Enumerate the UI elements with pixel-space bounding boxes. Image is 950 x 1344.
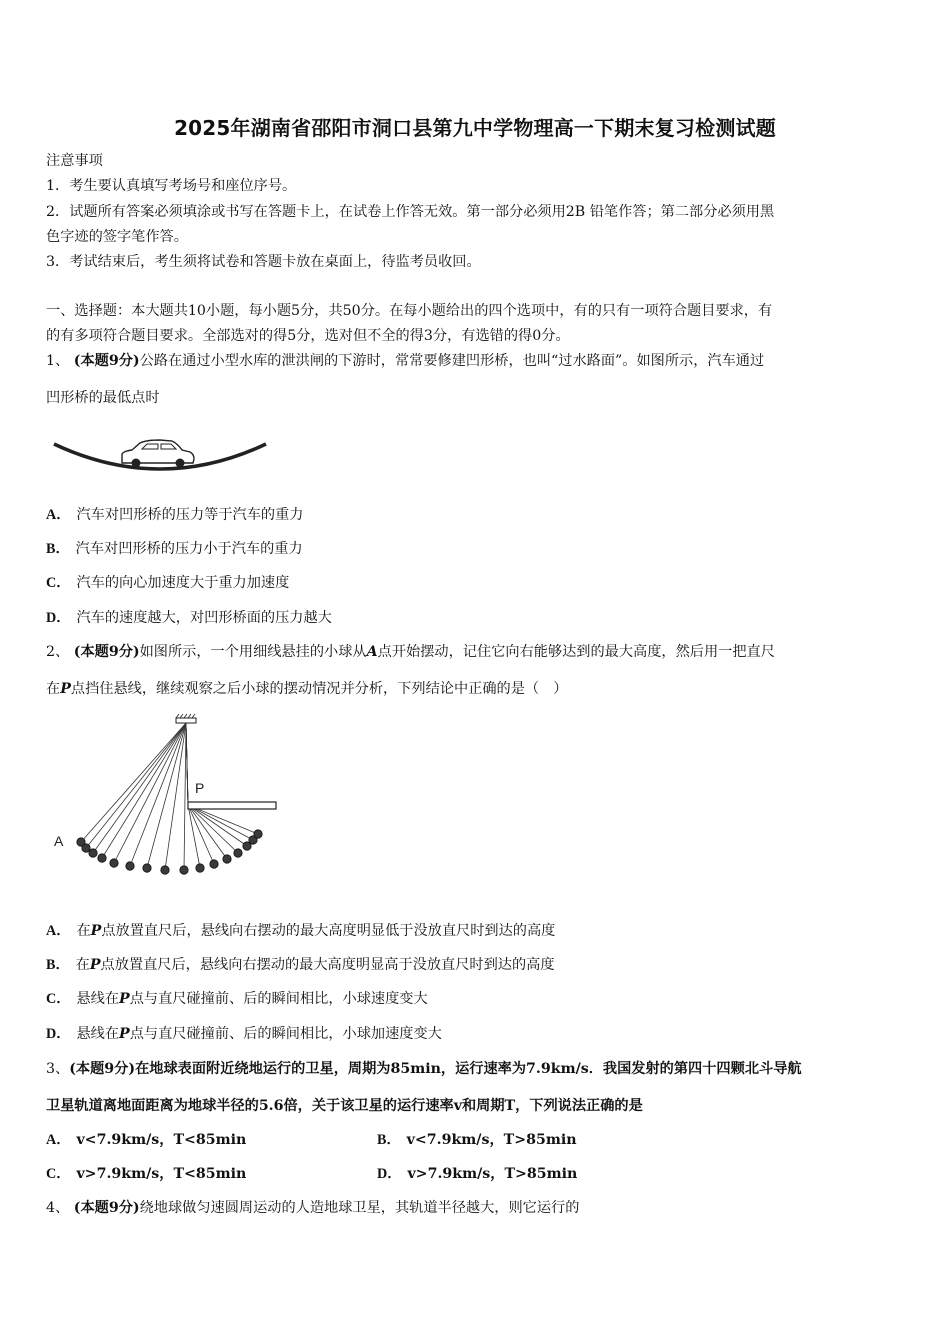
q3-line2: 卫星轨道离地面距离为地球半径的5.6倍，关于该卫星的运行速率v和周期T，下列说法正确的是 bbox=[46, 1098, 643, 1114]
q1-number: 1、 bbox=[46, 353, 70, 369]
pendulum-bob bbox=[126, 862, 134, 870]
q2-line1: 2、 (本题9分)如图所示，一个用细线悬挂的小球从A点开始摆动，记住它向右能够达到的最大高度，然后用一把直尺 bbox=[46, 644, 775, 660]
pendulum-bob bbox=[254, 830, 262, 838]
q2-option-d[interactable]: D． 悬线在P点与直尺碰撞前、后的瞬间相比，小球加速度变大 bbox=[46, 1026, 442, 1042]
pendulum-bob bbox=[234, 849, 242, 857]
q4-number: 4、 bbox=[46, 1200, 70, 1216]
section-intro-line1: 一、选择题：本大题共10小题，每小题5分，共50分。在每小题给出的四个选项中，有的只有一项符合题目要求，有 bbox=[46, 303, 773, 319]
ceiling-mount bbox=[176, 718, 196, 723]
q3-option-d[interactable]: D． v>7.9km/s，T>85min bbox=[377, 1166, 578, 1182]
pendulum-bob bbox=[143, 864, 151, 872]
q1-line2: 凹形桥的最低点时 bbox=[46, 390, 160, 406]
pendulum-bob bbox=[180, 866, 188, 874]
q3-score: (本题9分) bbox=[69, 1061, 136, 1077]
q1-option-c[interactable]: C． 汽车的向心加速度大于重力加速度 bbox=[46, 575, 290, 591]
pendulum-string bbox=[186, 723, 227, 859]
section-intro-line2: 的有多项符合题目要求。全部选对的得5分，选对但不全的得3分，有选错的得0分。 bbox=[46, 328, 570, 344]
q2-option-a[interactable]: A． 在P点放置直尺后，悬线向右摆动的最大高度明显低于没放直尺时到达的高度 bbox=[46, 923, 556, 939]
pendulum-string bbox=[114, 723, 186, 863]
q1-option-b[interactable]: B． 汽车对凹形桥的压力小于汽车的重力 bbox=[46, 541, 303, 557]
q2-option-c[interactable]: C． 悬线在P点与直尺碰撞前、后的瞬间相比，小球速度变大 bbox=[46, 991, 428, 1007]
notice-item-1: 1．考生要认真填写考场号和座位序号。 bbox=[46, 178, 297, 194]
q4-score: (本题9分) bbox=[73, 1200, 140, 1216]
pendulum-bob bbox=[89, 849, 97, 857]
q3-option-a[interactable]: A． v<7.9km/s，T<85min bbox=[46, 1132, 247, 1148]
page-title: 2025年湖南省邵阳市洞口县第九中学物理高一下期末复习检测试题 bbox=[174, 116, 776, 140]
pendulum-string bbox=[93, 723, 186, 853]
pendulum-bob bbox=[223, 855, 231, 863]
q3-number: 3、 bbox=[46, 1061, 70, 1077]
car-icon bbox=[122, 440, 194, 468]
q2-option-b[interactable]: B． 在P点放置直尺后，悬线向右摆动的最大高度明显高于没放直尺时到达的高度 bbox=[46, 957, 555, 973]
q1-text1: 公路在通过小型水库的泄洪闸的下游时，常常要修建凹形桥，也叫“过水路面”。如图所示，汽车通过 bbox=[139, 353, 765, 369]
pendulum-string bbox=[102, 723, 186, 858]
pendulum-figure bbox=[48, 712, 288, 897]
pendulum-bob bbox=[161, 866, 169, 874]
q4-line1: 4、 (本题9分)绕地球做匀速圆周运动的人造地球卫星，其轨道半径越大，则它运行的 bbox=[46, 1200, 580, 1216]
q1-score: (本题9分) bbox=[73, 353, 140, 369]
q1-option-a[interactable]: A． 汽车对凹形桥的压力等于汽车的重力 bbox=[46, 507, 304, 523]
pendulum-string bbox=[130, 723, 186, 866]
concave-bridge-figure bbox=[50, 432, 270, 477]
q2-line2: 在P点挡住悬线，继续观察之后小球的摆动情况并分析，下列结论中正确的是（ ） bbox=[46, 681, 568, 697]
q2-number: 2、 bbox=[46, 644, 70, 660]
pendulum-string bbox=[184, 723, 186, 870]
notice-heading: 注意事项 bbox=[46, 153, 103, 169]
label-a: A bbox=[54, 833, 64, 849]
ruler-bar bbox=[188, 802, 276, 809]
pendulum-bob bbox=[98, 854, 106, 862]
q1-line1 bbox=[46, 352, 908, 370]
pendulum-bob bbox=[196, 864, 204, 872]
q3-option-c[interactable]: C． v>7.9km/s，T<85min bbox=[46, 1166, 247, 1182]
q2-score: (本题9分) bbox=[73, 644, 140, 660]
notice-item-2-cont: 色字迹的签字笔作答。 bbox=[46, 229, 188, 245]
pendulum-bob bbox=[210, 860, 218, 868]
pendulum-bob bbox=[110, 859, 118, 867]
notice-item-2: 2．试题所有答案必须填涂或书写在答题卡上，在试卷上作答无效。第一部分必须用2B 铅笔作答；第二部分必须用黑 bbox=[46, 204, 775, 220]
label-p: P bbox=[195, 780, 205, 796]
q1-option-d[interactable]: D． 汽车的速度越大，对凹形桥面的压力越大 bbox=[46, 610, 332, 626]
q3-line1: 3、(本题9分)在地球表面附近绕地运行的卫星，周期为85min，运行速率为7.9km/s．我国发射的第四十四颗北斗导航 bbox=[46, 1061, 802, 1077]
q3-option-b[interactable]: B． v<7.9km/s，T>85min bbox=[377, 1132, 577, 1148]
notice-item-3: 3．考试结束后，考生须将试卷和答题卡放在桌面上，待监考员收回。 bbox=[46, 254, 481, 270]
